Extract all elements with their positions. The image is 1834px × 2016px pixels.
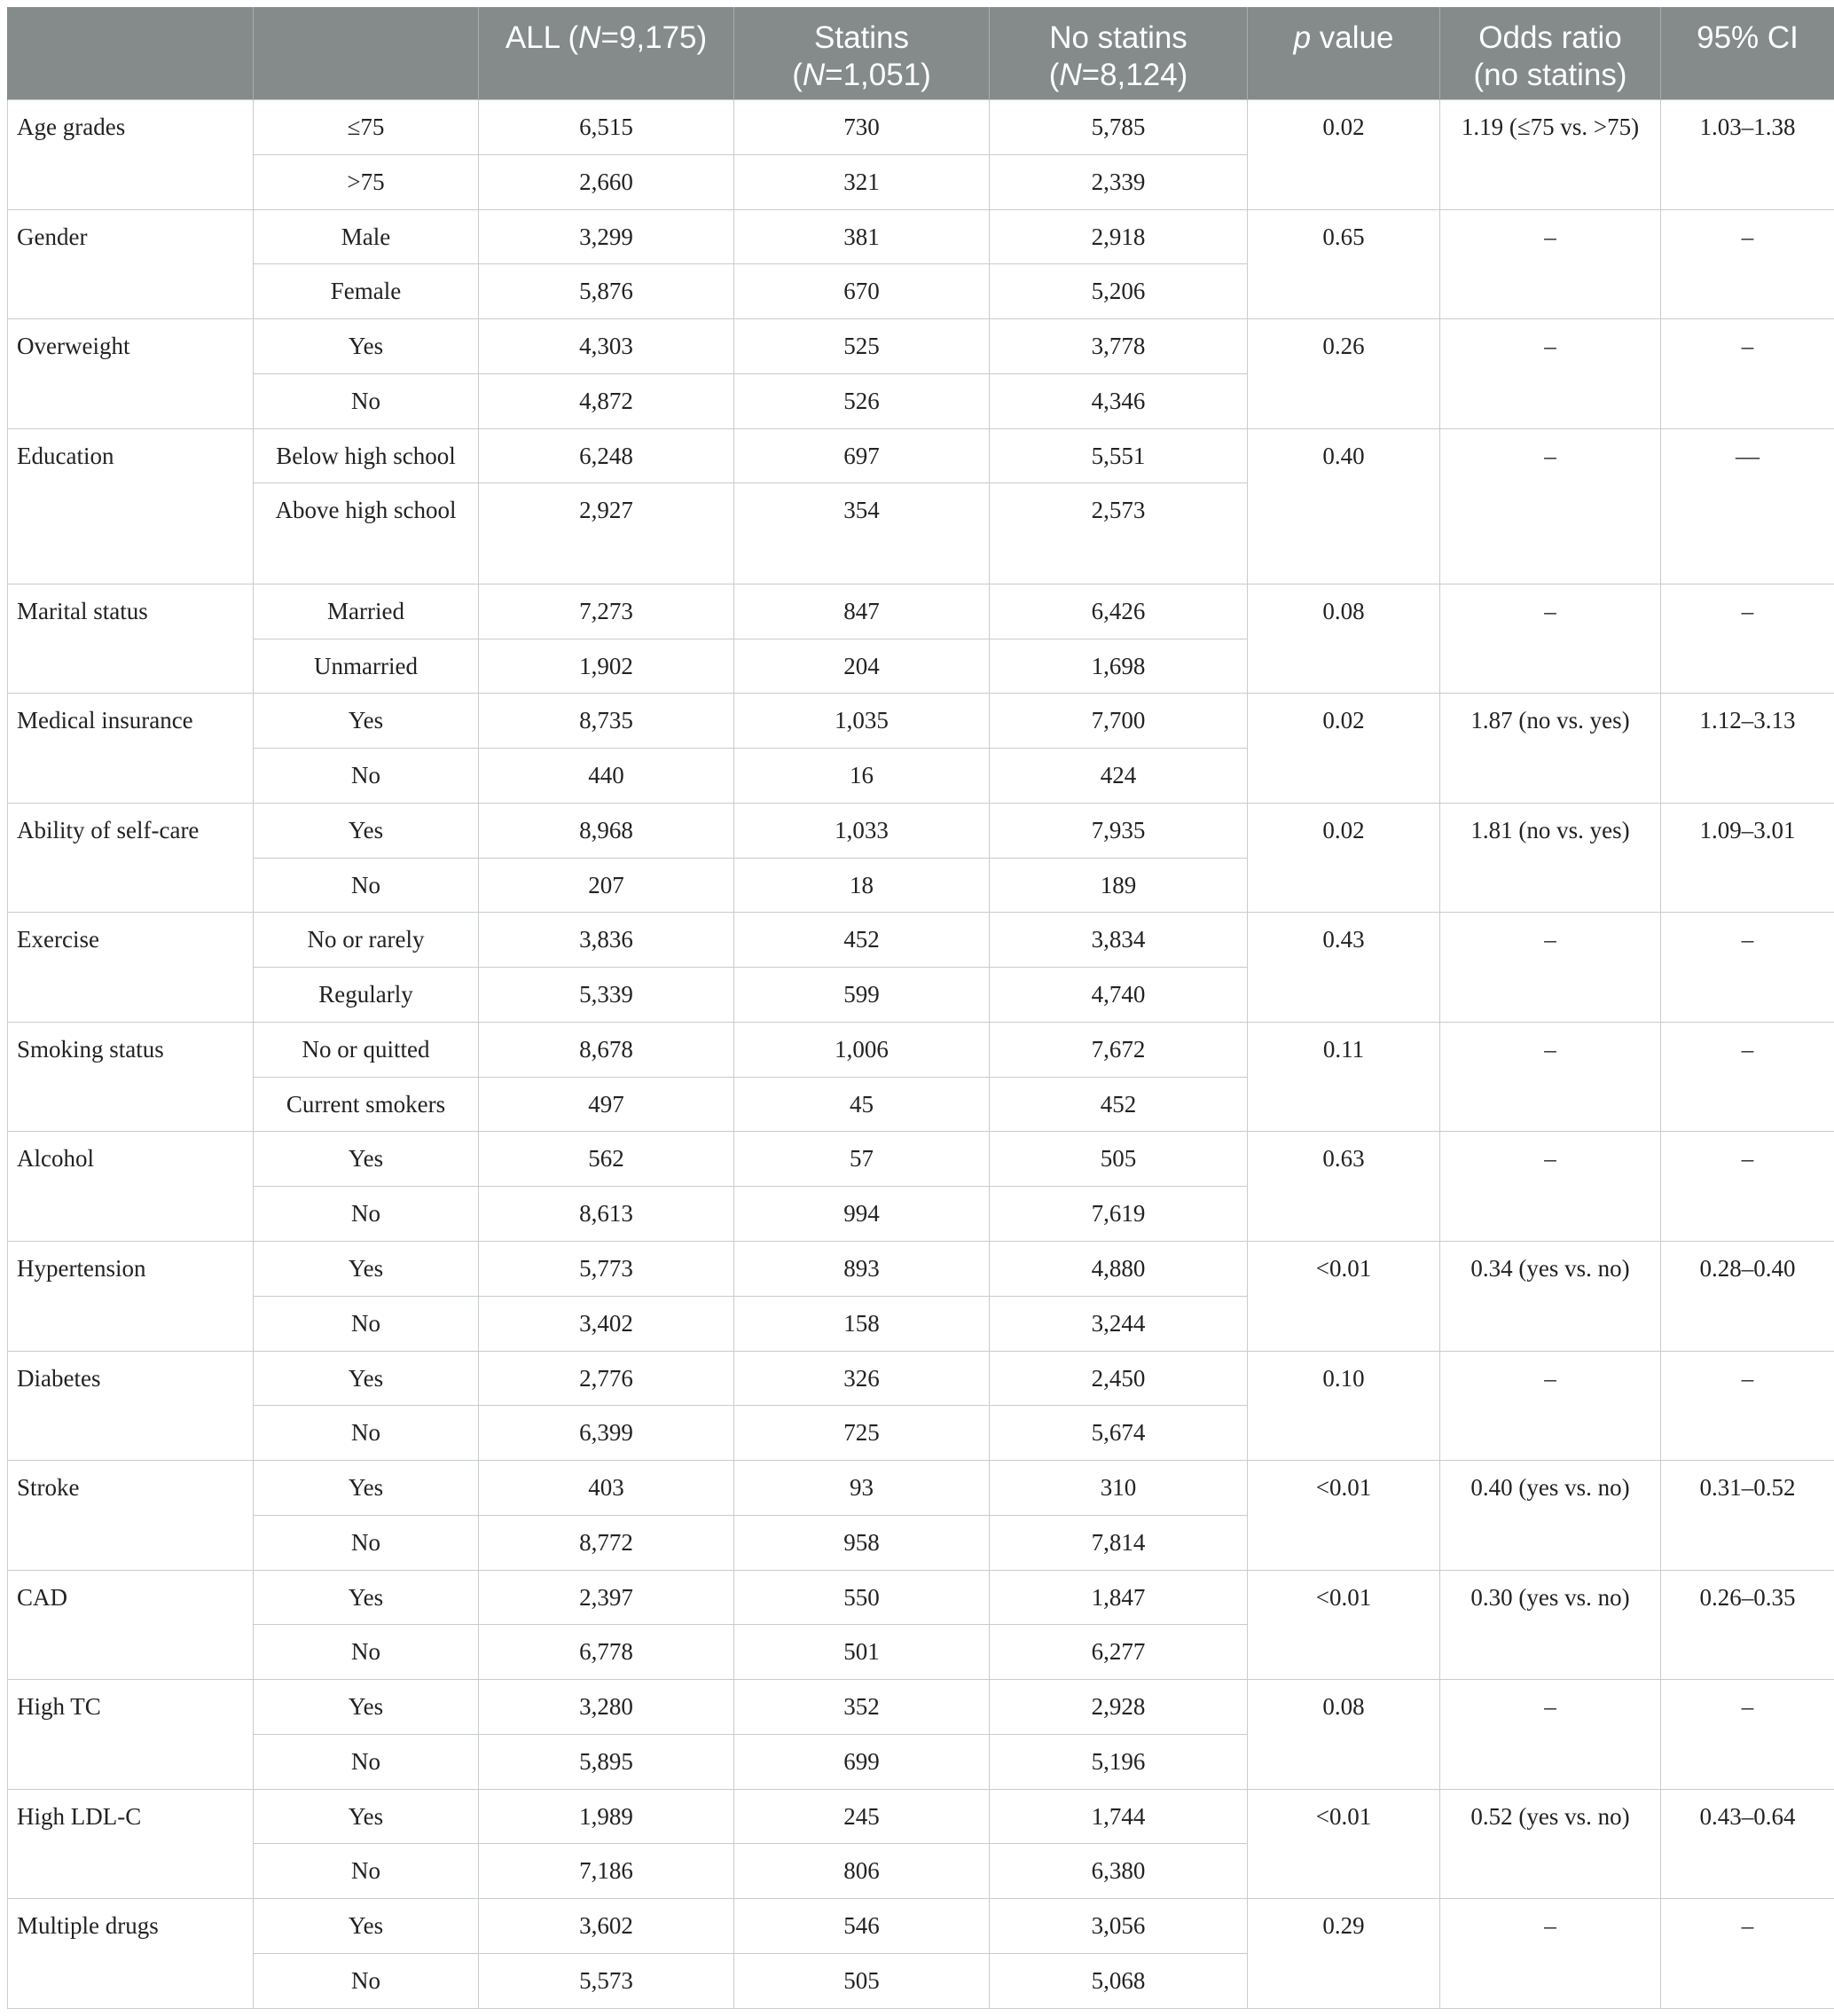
odds-ratio-cell: 1.81 (no vs. yes) <box>1440 803 1661 913</box>
all-count-cell: 6,515 <box>479 100 734 155</box>
statins-count-cell: 697 <box>734 428 990 483</box>
all-count-cell: 5,895 <box>479 1734 734 1789</box>
ci-cell: 0.31–0.52 <box>1661 1461 1834 1571</box>
odds-ratio-cell: – <box>1440 209 1661 319</box>
p-value-cell: <0.01 <box>1248 1789 1440 1899</box>
no-statins-count-cell: 3,778 <box>990 319 1248 374</box>
statins-count-cell: 245 <box>734 1789 990 1844</box>
odds-ratio-cell: 1.19 (≤75 vs. >75) <box>1440 100 1661 210</box>
p-value-cell: 0.43 <box>1248 913 1440 1023</box>
no-statins-count-cell: 424 <box>990 749 1248 804</box>
no-statins-count-cell: 3,056 <box>990 1899 1248 1954</box>
level-cell: Yes <box>254 1570 479 1625</box>
no-statins-count-cell: 6,277 <box>990 1625 1248 1680</box>
variable-cell: High LDL-C <box>8 1789 254 1899</box>
all-count-cell: 3,280 <box>479 1680 734 1735</box>
variable-cell: CAD <box>8 1570 254 1680</box>
odds-ratio-cell: 0.52 (yes vs. no) <box>1440 1789 1661 1899</box>
ci-cell: – <box>1661 1680 1834 1790</box>
level-cell: No <box>254 1406 479 1461</box>
header-or-sub: (no statins) <box>1473 58 1627 92</box>
variable-cell: Hypertension <box>8 1241 254 1351</box>
p-value-cell: <0.01 <box>1248 1461 1440 1571</box>
header-level <box>254 7 479 100</box>
no-statins-count-cell: 4,346 <box>990 373 1248 428</box>
all-count-cell: 8,735 <box>479 694 734 749</box>
odds-ratio-cell: – <box>1440 1899 1661 2009</box>
variable-cell: Gender <box>8 209 254 319</box>
header-statins-n: N <box>802 58 826 92</box>
statins-count-cell: 57 <box>734 1132 990 1187</box>
statins-count-cell: 18 <box>734 858 990 913</box>
header-p-italic: p <box>1293 20 1312 55</box>
statins-count-cell: 16 <box>734 749 990 804</box>
level-cell: No <box>254 1844 479 1899</box>
level-cell: Yes <box>254 1680 479 1735</box>
level-cell: Regularly <box>254 968 479 1023</box>
all-count-cell: 5,773 <box>479 1241 734 1296</box>
all-count-cell: 2,776 <box>479 1351 734 1406</box>
level-cell: Yes <box>254 1132 479 1187</box>
table-row <box>8 1899 1834 1954</box>
statins-count-cell: 505 <box>734 1953 990 2008</box>
all-count-cell: 8,613 <box>479 1187 734 1242</box>
statins-count-cell: 550 <box>734 1570 990 1625</box>
statins-count-cell: 1,006 <box>734 1022 990 1077</box>
all-count-cell: 207 <box>479 858 734 913</box>
ci-cell: 1.09–3.01 <box>1661 803 1834 913</box>
ci-cell: 1.03–1.38 <box>1661 100 1834 210</box>
p-value-cell: <0.01 <box>1248 1570 1440 1680</box>
table-row <box>8 584 1834 639</box>
ci-cell: 0.43–0.64 <box>1661 1789 1834 1899</box>
level-cell: Above high school <box>254 483 479 584</box>
ci-cell: – <box>1661 584 1834 694</box>
header-odds-ratio <box>1440 7 1661 100</box>
level-cell: Married <box>254 584 479 639</box>
no-statins-count-cell: 5,785 <box>990 100 1248 155</box>
header-no-statins <box>990 7 1248 100</box>
p-value-cell: 0.26 <box>1248 319 1440 429</box>
table-row <box>8 100 1834 155</box>
table-row <box>8 1241 1834 1296</box>
header-all-n: N <box>578 20 601 55</box>
statins-count-cell: 501 <box>734 1625 990 1680</box>
ci-cell: – <box>1661 1132 1834 1242</box>
variable-cell: Marital status <box>8 584 254 694</box>
odds-ratio-cell: – <box>1440 1351 1661 1461</box>
statins-count-cell: 204 <box>734 639 990 694</box>
no-statins-count-cell: 310 <box>990 1461 1248 1516</box>
header-p-text: value <box>1311 20 1394 55</box>
all-count-cell: 3,602 <box>479 1899 734 1954</box>
all-count-cell: 6,399 <box>479 1406 734 1461</box>
statins-count-cell: 525 <box>734 319 990 374</box>
all-count-cell: 3,402 <box>479 1296 734 1351</box>
ci-cell: – <box>1661 319 1834 429</box>
variable-cell: Diabetes <box>8 1351 254 1461</box>
all-count-cell: 6,248 <box>479 428 734 483</box>
p-value-cell: 0.29 <box>1248 1899 1440 2009</box>
no-statins-count-cell: 1,744 <box>990 1789 1248 1844</box>
level-cell: Yes <box>254 1351 479 1406</box>
statins-count-cell: 352 <box>734 1680 990 1735</box>
header-all-count: =9,175) <box>600 20 708 55</box>
level-cell: Yes <box>254 1899 479 1954</box>
no-statins-count-cell: 2,918 <box>990 209 1248 264</box>
header-statins <box>734 7 990 100</box>
all-count-cell: 3,299 <box>479 209 734 264</box>
statins-count-cell: 994 <box>734 1187 990 1242</box>
all-count-cell: 497 <box>479 1077 734 1132</box>
statin-use-table <box>7 7 1834 2009</box>
statins-count-cell: 847 <box>734 584 990 639</box>
all-count-cell: 5,573 <box>479 1953 734 2008</box>
all-count-cell: 5,876 <box>479 264 734 319</box>
no-statins-count-cell: 2,928 <box>990 1680 1248 1735</box>
p-value-cell: <0.01 <box>1248 1241 1440 1351</box>
all-count-cell: 4,303 <box>479 319 734 374</box>
level-cell: No <box>254 1515 479 1570</box>
variable-cell: Education <box>8 428 254 584</box>
statins-count-cell: 725 <box>734 1406 990 1461</box>
header-no-statins-count: =8,124) <box>1081 58 1188 92</box>
ci-cell: – <box>1661 1022 1834 1132</box>
level-cell: >75 <box>254 154 479 209</box>
all-count-cell: 2,397 <box>479 1570 734 1625</box>
level-cell: No <box>254 1953 479 2008</box>
table-row <box>8 694 1834 749</box>
no-statins-count-cell: 5,068 <box>990 1953 1248 2008</box>
statins-count-cell: 93 <box>734 1461 990 1516</box>
odds-ratio-cell: – <box>1440 913 1661 1023</box>
statins-count-cell: 893 <box>734 1241 990 1296</box>
all-count-cell: 403 <box>479 1461 734 1516</box>
all-count-cell: 562 <box>479 1132 734 1187</box>
header-ci: 95% CI <box>1661 7 1834 100</box>
level-cell: No <box>254 749 479 804</box>
p-value-cell: 0.10 <box>1248 1351 1440 1461</box>
no-statins-count-cell: 7,814 <box>990 1515 1248 1570</box>
statins-count-cell: 730 <box>734 100 990 155</box>
header-statins-paren: ( <box>792 58 803 92</box>
header-p-value <box>1248 7 1440 100</box>
statins-count-cell: 354 <box>734 483 990 584</box>
header-row <box>8 7 1834 100</box>
statins-count-cell: 699 <box>734 1734 990 1789</box>
odds-ratio-cell: – <box>1440 319 1661 429</box>
all-count-cell: 2,927 <box>479 483 734 584</box>
table-row <box>8 1789 1834 1844</box>
all-count-cell: 3,836 <box>479 913 734 968</box>
level-cell: Male <box>254 209 479 264</box>
level-cell: No or quitted <box>254 1022 479 1077</box>
level-cell: Yes <box>254 1461 479 1516</box>
no-statins-count-cell: 3,834 <box>990 913 1248 968</box>
level-cell: Yes <box>254 1789 479 1844</box>
ci-cell: — <box>1661 428 1834 584</box>
header-no-statins-n: N <box>1059 58 1082 92</box>
table-row <box>8 1570 1834 1625</box>
odds-ratio-cell: 0.30 (yes vs. no) <box>1440 1570 1661 1680</box>
table-header <box>8 7 1834 100</box>
no-statins-count-cell: 4,880 <box>990 1241 1248 1296</box>
table-row <box>8 1461 1834 1516</box>
variable-cell: Medical insurance <box>8 694 254 804</box>
level-cell: ≤75 <box>254 100 479 155</box>
statins-count-cell: 321 <box>734 154 990 209</box>
odds-ratio-cell: – <box>1440 1022 1661 1132</box>
p-value-cell: 0.40 <box>1248 428 1440 584</box>
p-value-cell: 0.65 <box>1248 209 1440 319</box>
odds-ratio-cell: – <box>1440 1132 1661 1242</box>
statins-count-cell: 526 <box>734 373 990 428</box>
variable-cell: Smoking status <box>8 1022 254 1132</box>
all-count-cell: 8,678 <box>479 1022 734 1077</box>
all-count-cell: 7,186 <box>479 1844 734 1899</box>
no-statins-count-cell: 7,619 <box>990 1187 1248 1242</box>
odds-ratio-cell: 0.34 (yes vs. no) <box>1440 1241 1661 1351</box>
statins-count-cell: 1,033 <box>734 803 990 858</box>
no-statins-count-cell: 5,551 <box>990 428 1248 483</box>
no-statins-count-cell: 5,196 <box>990 1734 1248 1789</box>
no-statins-count-cell: 1,698 <box>990 639 1248 694</box>
level-cell: Yes <box>254 803 479 858</box>
no-statins-count-cell: 7,935 <box>990 803 1248 858</box>
statins-count-cell: 326 <box>734 1351 990 1406</box>
statins-count-cell: 381 <box>734 209 990 264</box>
variable-cell: High TC <box>8 1680 254 1790</box>
no-statins-count-cell: 505 <box>990 1132 1248 1187</box>
table-row <box>8 209 1834 264</box>
statins-count-cell: 45 <box>734 1077 990 1132</box>
level-cell: Yes <box>254 1241 479 1296</box>
ci-cell: – <box>1661 209 1834 319</box>
header-no-statins-text: No statins <box>1049 20 1187 55</box>
level-cell: No <box>254 1187 479 1242</box>
no-statins-count-cell: 6,426 <box>990 584 1248 639</box>
all-count-cell: 8,772 <box>479 1515 734 1570</box>
table-row <box>8 913 1834 968</box>
odds-ratio-cell: – <box>1440 1680 1661 1790</box>
no-statins-count-cell: 5,206 <box>990 264 1248 319</box>
statins-count-cell: 958 <box>734 1515 990 1570</box>
level-cell: Female <box>254 264 479 319</box>
no-statins-count-cell: 2,573 <box>990 483 1248 584</box>
table-row <box>8 1351 1834 1406</box>
ci-cell: 0.28–0.40 <box>1661 1241 1834 1351</box>
ci-cell: – <box>1661 1351 1834 1461</box>
no-statins-count-cell: 3,244 <box>990 1296 1248 1351</box>
p-value-cell: 0.11 <box>1248 1022 1440 1132</box>
no-statins-count-cell: 7,700 <box>990 694 1248 749</box>
header-or-text: Odds ratio <box>1478 20 1622 55</box>
no-statins-count-cell: 6,380 <box>990 1844 1248 1899</box>
variable-cell: Stroke <box>8 1461 254 1571</box>
table-row <box>8 803 1834 858</box>
level-cell: No <box>254 858 479 913</box>
table-row <box>8 1680 1834 1735</box>
no-statins-count-cell: 5,674 <box>990 1406 1248 1461</box>
statins-count-cell: 158 <box>734 1296 990 1351</box>
level-cell: No or rarely <box>254 913 479 968</box>
variable-cell: Age grades <box>8 100 254 210</box>
level-cell: Yes <box>254 694 479 749</box>
odds-ratio-cell: 0.40 (yes vs. no) <box>1440 1461 1661 1571</box>
level-cell: Yes <box>254 319 479 374</box>
table-row <box>8 1132 1834 1187</box>
statins-count-cell: 806 <box>734 1844 990 1899</box>
all-count-cell: 2,660 <box>479 154 734 209</box>
all-count-cell: 5,339 <box>479 968 734 1023</box>
ci-cell: 1.12–3.13 <box>1661 694 1834 804</box>
no-statins-count-cell: 2,339 <box>990 154 1248 209</box>
table-row <box>8 1022 1834 1077</box>
p-value-cell: 0.08 <box>1248 584 1440 694</box>
no-statins-count-cell: 452 <box>990 1077 1248 1132</box>
ci-cell: – <box>1661 1899 1834 2009</box>
odds-ratio-cell: – <box>1440 428 1661 584</box>
p-value-cell: 0.63 <box>1248 1132 1440 1242</box>
no-statins-count-cell: 4,740 <box>990 968 1248 1023</box>
odds-ratio-cell: 1.87 (no vs. yes) <box>1440 694 1661 804</box>
variable-cell: Ability of self-care <box>8 803 254 913</box>
all-count-cell: 6,778 <box>479 1625 734 1680</box>
level-cell: Below high school <box>254 428 479 483</box>
header-variable <box>8 7 254 100</box>
variable-cell: Overweight <box>8 319 254 429</box>
statins-count-cell: 670 <box>734 264 990 319</box>
table-body <box>8 100 1834 2009</box>
statins-count-cell: 452 <box>734 913 990 968</box>
level-cell: No <box>254 373 479 428</box>
ci-cell: – <box>1661 913 1834 1023</box>
header-no-statins-paren: ( <box>1048 58 1060 92</box>
statins-count-cell: 1,035 <box>734 694 990 749</box>
statins-count-cell: 599 <box>734 968 990 1023</box>
p-value-cell: 0.02 <box>1248 803 1440 913</box>
statins-count-cell: 546 <box>734 1899 990 1954</box>
no-statins-count-cell: 7,672 <box>990 1022 1248 1077</box>
level-cell: Unmarried <box>254 639 479 694</box>
p-value-cell: 0.02 <box>1248 694 1440 804</box>
all-count-cell: 4,872 <box>479 373 734 428</box>
level-cell: No <box>254 1296 479 1351</box>
all-count-cell: 8,968 <box>479 803 734 858</box>
all-count-cell: 1,902 <box>479 639 734 694</box>
header-statins-count: =1,051) <box>825 58 931 92</box>
table-row <box>8 319 1834 374</box>
variable-cell: Exercise <box>8 913 254 1023</box>
all-count-cell: 440 <box>479 749 734 804</box>
header-statins-text: Statins <box>814 20 909 55</box>
table-row <box>8 428 1834 483</box>
all-count-cell: 7,273 <box>479 584 734 639</box>
odds-ratio-cell: – <box>1440 584 1661 694</box>
ci-cell: 0.26–0.35 <box>1661 1570 1834 1680</box>
no-statins-count-cell: 189 <box>990 858 1248 913</box>
level-cell: Current smokers <box>254 1077 479 1132</box>
no-statins-count-cell: 1,847 <box>990 1570 1248 1625</box>
level-cell: No <box>254 1734 479 1789</box>
header-all-text: ALL ( <box>505 20 579 55</box>
p-value-cell: 0.08 <box>1248 1680 1440 1790</box>
p-value-cell: 0.02 <box>1248 100 1440 210</box>
no-statins-count-cell: 2,450 <box>990 1351 1248 1406</box>
variable-cell: Multiple drugs <box>8 1899 254 2009</box>
level-cell: No <box>254 1625 479 1680</box>
variable-cell: Alcohol <box>8 1132 254 1242</box>
all-count-cell: 1,989 <box>479 1789 734 1844</box>
header-all <box>479 7 734 100</box>
